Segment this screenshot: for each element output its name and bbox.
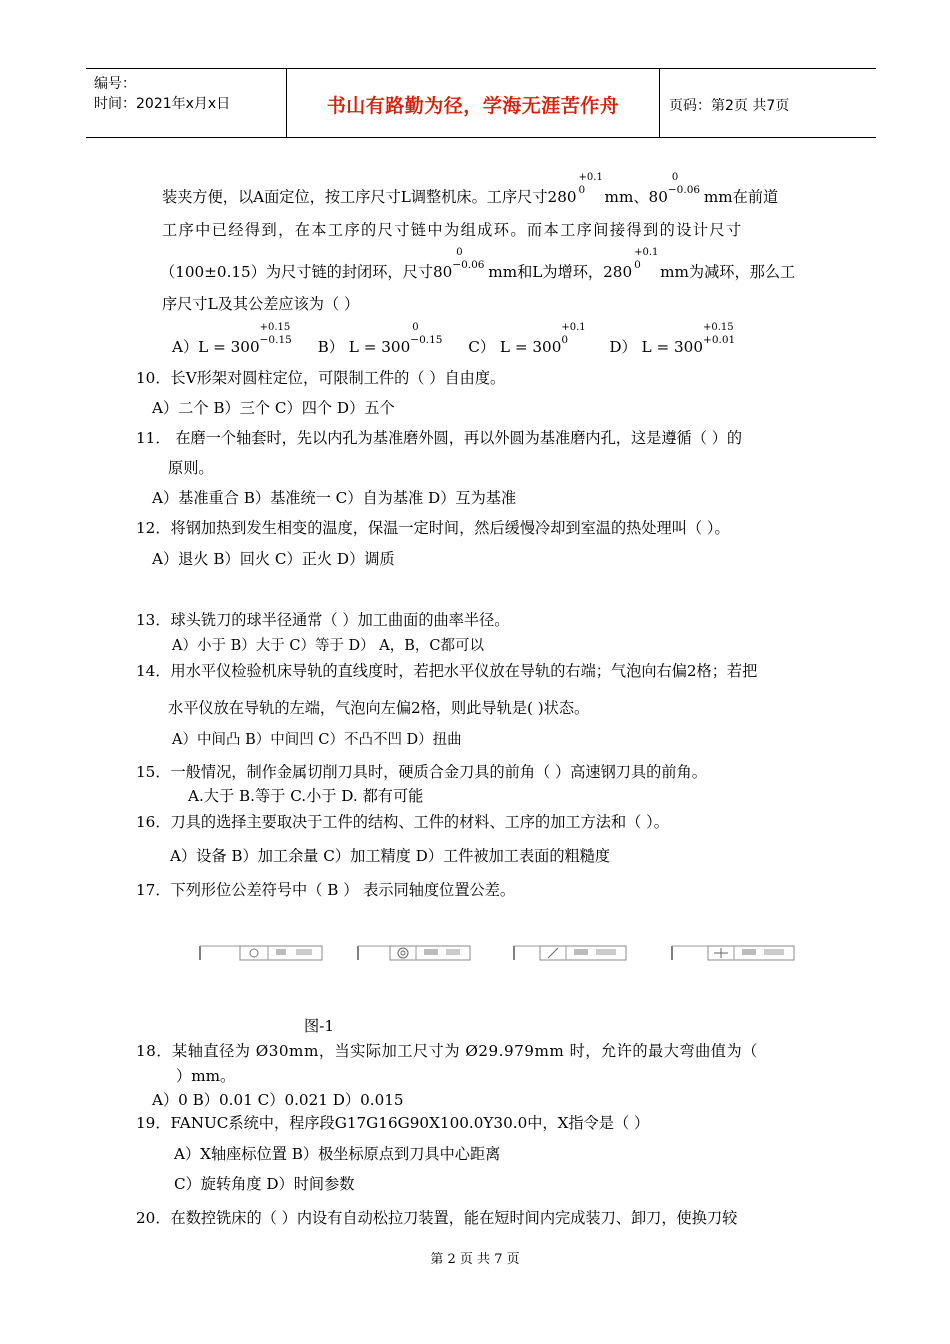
question-18-options: A）0 B）0.01 C）0.021 D）0.015 (152, 1091, 404, 1109)
motto: 书山有路勤为径，学海无涯苦作舟 (326, 95, 620, 117)
header-motto-cell (287, 69, 660, 137)
page-info: 页码：第2页 共7页 (669, 98, 790, 114)
tolerance (259, 322, 318, 352)
question-19-options-2: C）旋转角度 D）时间参数 (174, 1175, 355, 1193)
option-c: C） L = 300 (468, 338, 562, 356)
tolerance-upper: 0 (671, 172, 679, 183)
tolerance (703, 322, 739, 352)
question-12-options: A）退火 B）回火 C）正火 D）调质 (152, 550, 395, 568)
q9-text: （100±0.15）为尺寸链的封闭环，尺寸80 (160, 263, 453, 281)
tolerance-frame-d-icon (668, 938, 798, 964)
option-a: A）L = 300 (172, 338, 260, 356)
option-d: D） L = 300 (609, 338, 704, 356)
tolerance-lower: −0.15 (259, 334, 292, 346)
tolerance-frame-c-icon (510, 938, 630, 964)
question-10-options: A）二个 B）三个 C）四个 D）五个 (152, 399, 395, 417)
question-11: 11． 在磨一个轴套时，先以内孔为基准磨外圆，再以外圆为基准磨内孔，这是遵循（ ）的 (136, 429, 743, 447)
header-page-cell (661, 69, 876, 137)
q9-line-1 (162, 172, 779, 207)
tolerance-upper: +0.15 (259, 322, 291, 333)
tolerance-lower: +0.01 (703, 334, 736, 346)
question-10: 10．长V形架对圆柱定位，可限制工件的（ ）自由度。 (136, 369, 506, 387)
tolerance-upper: +0.1 (578, 172, 603, 183)
tolerance-frame-a-icon (196, 938, 326, 964)
q9-text: mm和L为增环，280 (488, 263, 633, 281)
q9-options (172, 322, 739, 357)
question-19-options-1: A）X轴座标位置 B）极坐标原点到刀具中心距离 (174, 1145, 501, 1163)
tolerance (577, 172, 605, 202)
question-20: 20．在数控铣床的（ ）内设有自动松拉刀装置，能在短时间内完成装刀、卸刀，使换刀较 (136, 1209, 738, 1227)
question-12: 12．将钢加热到发生相变的温度，保温一定时间，然后缓慢冷却到室温的热处理叫（ ）。 (136, 519, 730, 537)
question-16: 16．刀具的选择主要取决于工件的结构、工件的材料、工序的加工方法和（ ）。 (136, 813, 669, 831)
tolerance-upper: 0 (412, 322, 419, 333)
tolerance (667, 172, 704, 202)
question-19: 19．FANUC系统中，程序段G17G16G90X100.0Y30.0中，X指令是（ ） (136, 1114, 650, 1132)
question-11-options: A）基准重合 B）基准统一 C）自为基准 D）互为基准 (152, 489, 517, 507)
tolerance (410, 322, 468, 352)
tolerance-lower: 0 (578, 184, 586, 196)
tolerance-upper: 0 (456, 247, 463, 258)
header-meta-cell (86, 69, 287, 137)
question-18-cont: ）mm。 (176, 1067, 236, 1085)
tolerance-lower: −0.06 (667, 184, 701, 196)
question-18: 18．某轴直径为 Ø30mm，当实际加工尺寸为 Ø29.979mm 时，允许的最大弯曲值为（ (136, 1042, 758, 1060)
time-label: 时间：2021年x月x日 (94, 96, 231, 112)
tolerance-upper: +0.1 (634, 247, 659, 258)
tolerance (632, 247, 660, 277)
tolerance (561, 322, 609, 352)
q9-text: 装夹方便，以A面定位，按工序尺寸L调整机床。工序尺寸280 (162, 188, 577, 206)
question-16-options: A）设备 B）加工余量 C）加工精度 D）工件被加工表面的粗糙度 (170, 847, 611, 865)
question-11-cont: 原则。 (168, 459, 214, 477)
question-14-cont: 水平仪放在导轨的左端，气泡向左偏2格，则此导轨是( )状态。 (168, 699, 590, 717)
tolerance-upper: +0.1 (561, 322, 586, 333)
page-footer: 第 2 页 共 7 页 (430, 1252, 520, 1267)
question-15-options: A.大于 B.等于 C.小于 D. 都有可能 (188, 787, 424, 805)
tolerance-upper: +0.15 (703, 322, 734, 333)
figure-caption: 图-1 (304, 1017, 334, 1035)
question-15: 15．一般情况，制作金属切削刀具时，硬质合金刀具的前角（ ）高速钢刀具的前角。 (136, 763, 707, 781)
page-header (86, 68, 876, 138)
question-14-options: A）中间凸 B）中间凹 C）不凸不凹 D）扭曲 (172, 732, 462, 748)
q9-line-4: 序尺寸L及其公差应该为（ ） (162, 295, 360, 313)
tolerance (452, 247, 488, 277)
question-17: 17．下列形位公差符号中（ B ） 表示同轴度位置公差。 (136, 881, 516, 899)
tolerance-lower: −0.06 (452, 259, 485, 271)
question-13-options: A）小于 B）大于 C）等于 D） A，B，C都可以 (172, 638, 485, 654)
tolerance-lower: 0 (561, 334, 569, 346)
tolerance-lower: 0 (634, 259, 641, 271)
q9-line-3 (160, 247, 796, 282)
q9-text: mm、80 (604, 188, 668, 206)
question-13: 13．球头铣刀的球半径通常（ ）加工曲面的曲率半径。 (136, 611, 510, 629)
tolerance-lower: −0.15 (410, 334, 443, 346)
question-14: 14．用水平仪检验机床导轨的直线度时，若把水平仪放在导轨的右端；气泡向右偏2格；若把 (136, 662, 758, 680)
q9-line-2: 工序中已经得到，在本工序的尺寸链中为组成环。而本工序间接得到的设计尺寸 (162, 221, 743, 239)
q9-text: mm在前道 (703, 188, 779, 206)
code-label: 编号： (94, 76, 136, 92)
q9-text: mm为减环，那么工 (660, 263, 796, 281)
tolerance-frame-b-icon (354, 938, 474, 964)
option-b: B） L = 300 (317, 338, 411, 356)
